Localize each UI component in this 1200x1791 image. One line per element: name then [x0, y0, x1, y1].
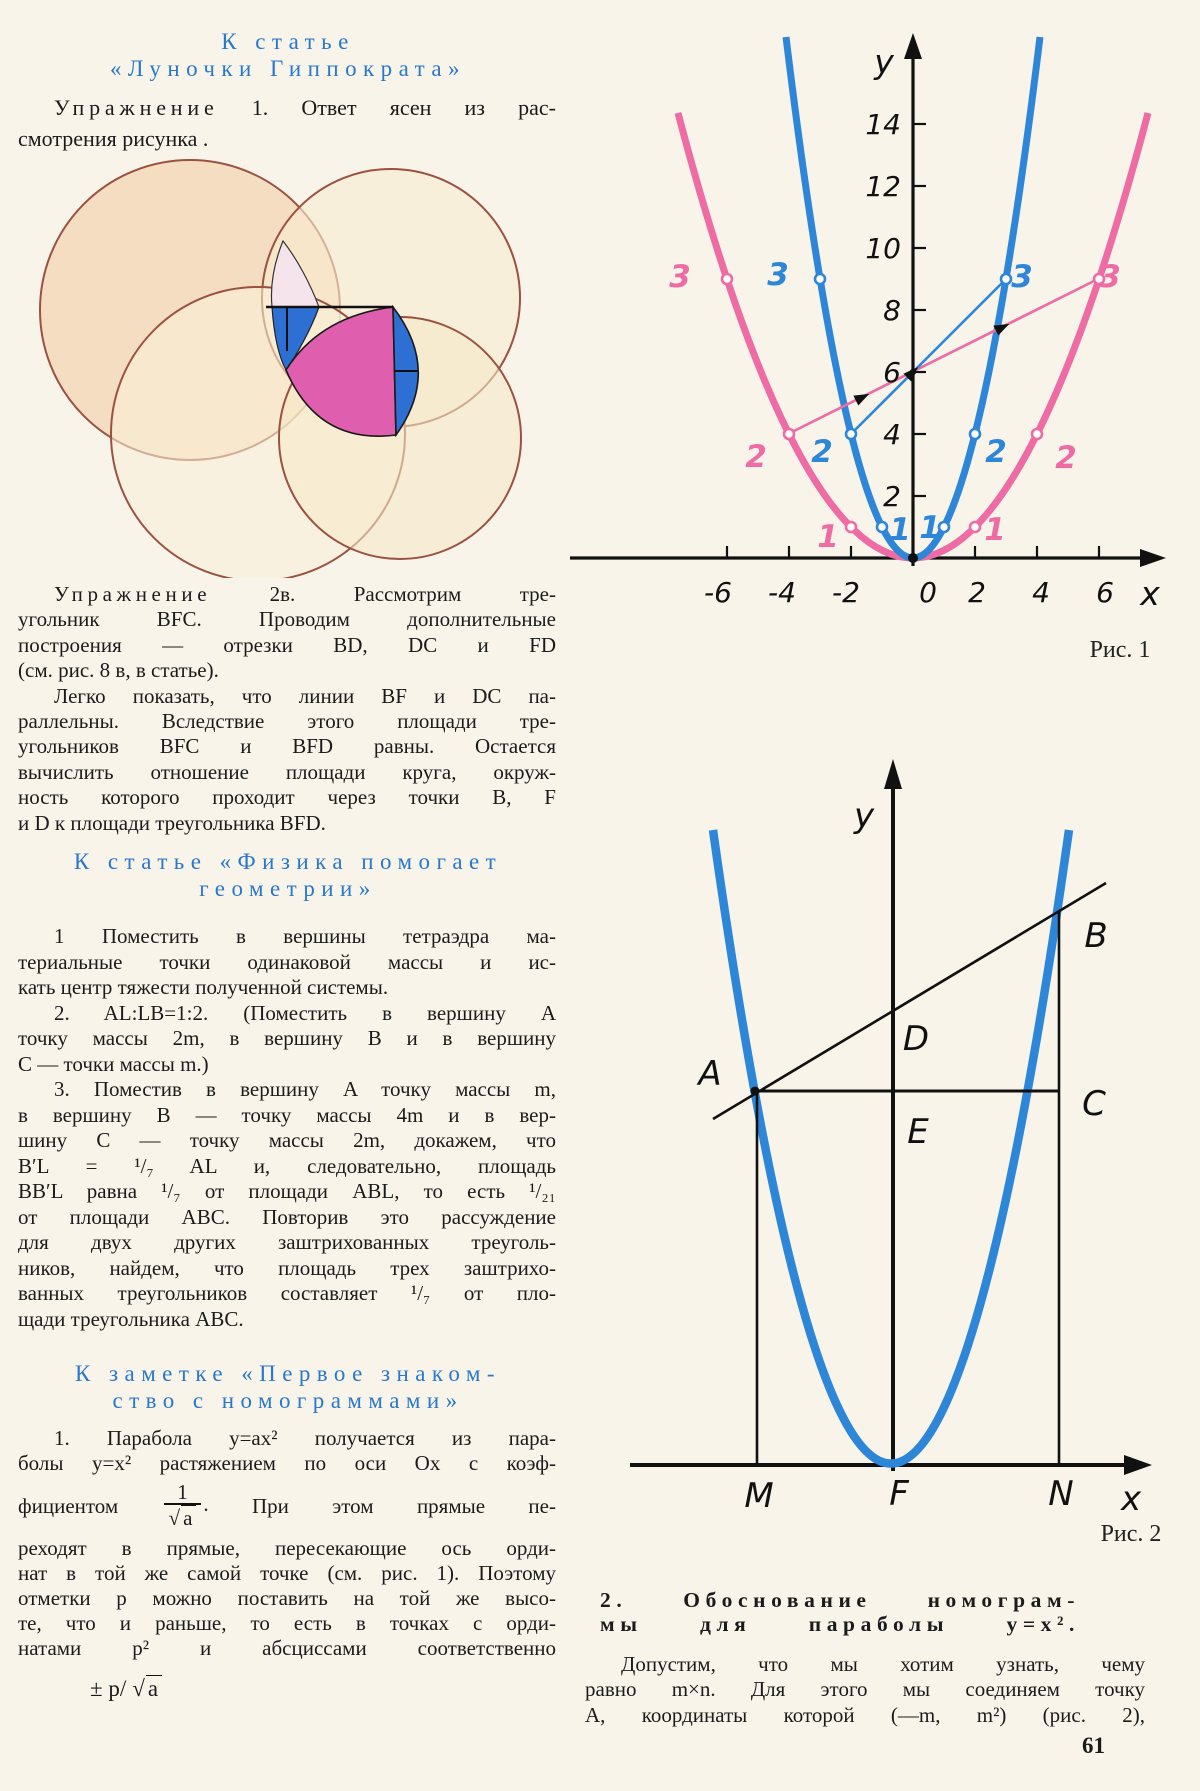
text-line: угольник BFC. Проводим дополнительные: [18, 607, 556, 632]
y-axis-arrow: [904, 33, 922, 59]
svg-text:-4: -4: [768, 576, 796, 609]
heading-line: «Луночки Гиппократа»: [109, 56, 466, 81]
svg-text:M: M: [744, 1476, 774, 1516]
svg-text:2: 2: [745, 439, 767, 475]
svg-text:E: E: [907, 1112, 929, 1152]
section-heading-nomograms: [18, 1360, 558, 1414]
fraction-line: [18, 1476, 556, 1536]
radicand: a: [146, 1675, 162, 1701]
text-line: Допустим, что мы хотим узнать, чему: [621, 1652, 1145, 1676]
origin-dot: [908, 553, 918, 563]
paragraph-continuation: [18, 607, 556, 683]
paragraph-line: [18, 582, 556, 607]
svg-text:C: C: [1082, 1084, 1106, 1124]
svg-text:x: x: [1120, 1479, 1142, 1519]
svg-text:1: 1: [817, 519, 839, 555]
text-line: отметки p можно поставить на той же высо-: [18, 1586, 556, 1610]
spaced-word: Упражнение: [54, 582, 212, 606]
svg-text:y: y: [853, 796, 875, 836]
text-line: в вершину B — точку массы 4m и в вер-: [18, 1102, 556, 1127]
text-line: те, что и раньше, то есть в точках с орди-: [18, 1611, 556, 1635]
text-line: шину C — точку массы 2m, докажем, что: [18, 1128, 556, 1152]
text-line: построения — отрезки BD, DC и FD: [18, 632, 556, 657]
svg-text:3: 3: [767, 257, 789, 293]
text-run: фициентом: [18, 1493, 119, 1518]
svg-text:3: 3: [1011, 259, 1033, 295]
hippocrates-lunes-figure: [20, 158, 540, 578]
text-line: BB′L равна ¹/₇ от площади ABL, то есть ¹/₂₁: [18, 1179, 556, 1203]
text-line: териальные точки одинаковой массы и ис-: [18, 949, 556, 974]
text-line: болы y=x² растяжением по оси Ox с коэф-: [18, 1451, 556, 1475]
svg-text:4: 4: [883, 418, 901, 451]
svg-text:2: 2: [811, 434, 833, 470]
text-line: A, координаты которой (—m, m²) (рис. 2),: [585, 1702, 1145, 1727]
radicand: a: [181, 1505, 196, 1530]
svg-text:3: 3: [669, 259, 691, 295]
exercise-1-paragraph: [18, 92, 556, 154]
text-line: ность которого проходит через точки B, F: [18, 785, 556, 810]
x-axis-label: x: [1140, 574, 1160, 613]
text-line: угольников BFC и BFD равны. Остается: [18, 734, 556, 759]
text-run: 1. Ответ ясен из рас-: [218, 95, 556, 120]
figure-1-plot: [560, 25, 1200, 670]
spaced-word: Упражнение: [54, 95, 219, 120]
svg-text:A: A: [698, 1054, 722, 1094]
fraction-numerator: 1: [177, 1479, 188, 1504]
svg-text:-2: -2: [832, 576, 860, 609]
svg-text:2: 2: [883, 480, 901, 513]
svg-text:6: 6: [883, 356, 901, 389]
text-line: (см. рис. 8 в, в статье).: [18, 658, 219, 683]
svg-text:F: F: [889, 1474, 909, 1514]
svg-text:-6: -6: [704, 576, 732, 609]
text-line: ванных треугольников составляет ¹/₇ от пло-: [18, 1281, 556, 1305]
text-line: равно m×n. Для этого мы соединяем точку: [585, 1677, 1145, 1702]
text-run: пе-: [528, 1493, 556, 1518]
svg-text:4: 4: [1032, 576, 1050, 609]
paragraph-line: [18, 92, 556, 123]
x-axis-arrow: [1140, 549, 1166, 567]
text-line: ников, найдем, что площадь трех заштрихо-: [18, 1255, 556, 1280]
text-line: для двух других заштрихованных треуголь-: [18, 1230, 556, 1254]
text-line: B′L = ¹/₇ AL и, следовательно, площадь: [18, 1153, 556, 1178]
y-axis-label: y: [874, 42, 894, 81]
figure-1-caption: Рис. 1: [1089, 637, 1151, 663]
radical: [132, 1676, 162, 1701]
text-line: 2. Обоснование номограм-: [600, 1588, 1080, 1612]
text-run: При: [252, 1493, 289, 1518]
svg-text:2: 2: [1055, 440, 1077, 476]
final-paragraph: [585, 1652, 1145, 1728]
item-2: [18, 1001, 556, 1078]
svg-text:1: 1: [984, 512, 1006, 548]
heading-line: ство с номограммами»: [112, 1388, 464, 1413]
text-line: 1 Поместить в вершины тетраэдра ма-: [54, 924, 556, 948]
text-line: реходят в прямые, пересекающие ось орди-: [18, 1536, 556, 1560]
svg-text:B: B: [1084, 916, 1108, 956]
svg-text:D: D: [902, 1019, 930, 1059]
text-line: C — точки массы m.): [18, 1051, 209, 1076]
radical-sign: √: [168, 1505, 181, 1530]
text-line: от площади ABC. Повторив это рассуждение: [18, 1204, 556, 1229]
nomogram-paragraph: [18, 1426, 556, 1661]
nomogram-proof-heading: [600, 1588, 1080, 1636]
figure-2-caption: Рис. 2: [1100, 1521, 1162, 1547]
item-1: [18, 924, 556, 1001]
text-line: и D к площади треугольника BFD.: [18, 810, 326, 835]
paragraph: [18, 684, 556, 836]
svg-text:N: N: [1048, 1474, 1074, 1514]
page-number: 61: [1082, 1733, 1105, 1758]
svg-text:1: 1: [919, 510, 941, 546]
text-line: кать центр тяжести полученной системы.: [18, 975, 389, 999]
paragraph: [18, 1426, 556, 1476]
section-heading-lunes: [18, 28, 558, 82]
svg-text:1: 1: [889, 512, 911, 548]
x-axis-arrow: [1124, 1455, 1152, 1475]
text-line: точку массы 2m, в вершину B и в вершину: [18, 1026, 556, 1050]
display-fraction: [164, 1479, 202, 1530]
figure-2-plot: [580, 745, 1200, 1555]
radical-sign: √: [132, 1676, 145, 1701]
fraction-group: [162, 1479, 209, 1530]
paragraph-continuation: [18, 1536, 556, 1661]
text-line: Легко показать, что линии BF и DC па-: [54, 683, 556, 708]
item-3: [18, 1077, 556, 1332]
text-line: мы для параболы y=x².: [600, 1612, 1080, 1636]
text-line: натами p² и абсциссами соответственно: [18, 1636, 556, 1660]
text-run: .: [203, 1491, 209, 1516]
svg-text:6: 6: [1096, 576, 1114, 609]
paragraph-line: смотрения рисунка .: [18, 126, 209, 151]
svg-text:3: 3: [1099, 259, 1121, 295]
text-run: этом: [332, 1493, 374, 1518]
text-line: щади треугольника ABC.: [18, 1306, 244, 1331]
svg-text:2: 2: [985, 434, 1007, 470]
section-heading-physics: [18, 848, 558, 902]
svg-text:12: 12: [865, 170, 901, 203]
text-run: прямые: [416, 1493, 486, 1518]
blue-index-line: [849, 277, 1008, 436]
fraction-denominator: [164, 1503, 202, 1530]
svg-text:14: 14: [865, 108, 901, 141]
text-line: раллельны. Вследствие этого площади тре-: [18, 709, 556, 734]
svg-text:0: 0: [919, 576, 937, 609]
exercise-2v-paragraph: [18, 582, 556, 836]
svg-text:10: 10: [865, 232, 901, 265]
arrowhead: [853, 389, 871, 406]
text-run: 2в. Рассмотрим тре-: [211, 582, 556, 606]
text-run: ± p/: [90, 1676, 127, 1701]
svg-text:8: 8: [883, 294, 901, 327]
text-line: вычислить отношение площади круга, окруж-: [18, 759, 556, 784]
y-axis-arrow: [884, 759, 902, 789]
pm-formula: [90, 1676, 162, 1702]
heading-line: геометрии»: [199, 876, 377, 901]
text-line: 3. Поместив в вершину A точку массы m,: [54, 1077, 556, 1101]
svg-text:2: 2: [968, 576, 986, 609]
heading-line: К заметке «Первое знаком-: [75, 1361, 501, 1386]
text-line: 2. AL:LB=1:2. (Поместить в вершину A: [54, 1000, 556, 1025]
text-line: нат в той же самой точке (см. рис. 1). Поэтому: [18, 1561, 556, 1585]
point-A-dot: [751, 1087, 760, 1096]
heading-line: К статье: [221, 29, 355, 54]
text-line: 1. Парабола y=ax² получается из пара-: [54, 1426, 556, 1450]
physics-items: [18, 924, 556, 1332]
heading-line: К статье «Физика помогает: [73, 849, 503, 874]
